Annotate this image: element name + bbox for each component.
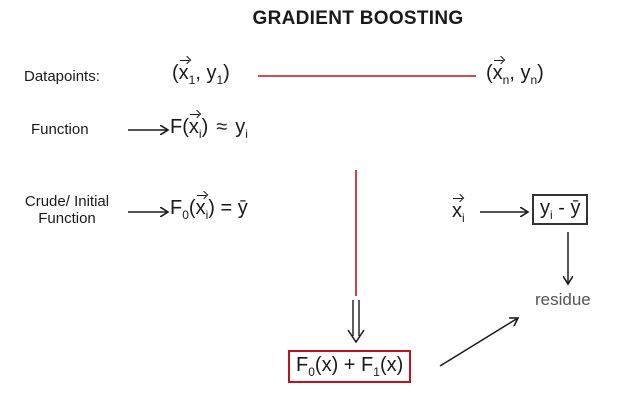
initial-function-expression: $F_0(x_i)$ = ȳ <box>170 197 248 222</box>
combined-model-box: $F_0(x) + F_1(x)$ <box>288 350 411 383</box>
residual-box: $y_i$ - ȳ <box>532 194 588 225</box>
function-expression: $F(x_i) \approx y_i$ <box>170 116 248 141</box>
function-label: Function <box>31 121 89 138</box>
crude-label-line2: Function <box>38 210 96 227</box>
double-down-arrow <box>348 300 364 342</box>
model-to-residue-arrow <box>440 318 518 366</box>
xi-input: $x_i$ <box>452 200 465 225</box>
residue-label: residue <box>535 290 591 309</box>
datapoints-label: Datapoints: <box>24 68 100 85</box>
first-datapoint: ($x_1$, $y_1$) <box>172 62 230 87</box>
last-datapoint: ($x_n$, $y_n$) <box>486 62 544 87</box>
page-title: GRADIENT BOOSTING <box>252 8 464 29</box>
crude-label-line1: Crude/ Initial <box>24 193 110 210</box>
